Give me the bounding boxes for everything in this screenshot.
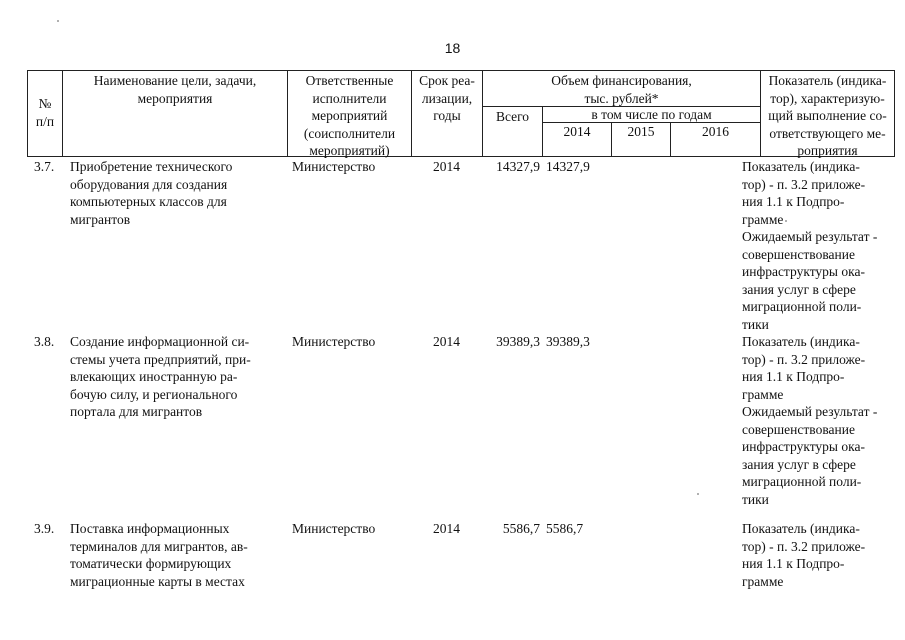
header-no: № п/п bbox=[35, 96, 55, 129]
header-responsible: Ответственные исполнители мероприятий (соисполнители мероприятий) bbox=[303, 73, 396, 158]
row-3-8-name: Создание информационной си- стемы учета предприятий, при- влекающих иностранную ра- бочую силу, и регионального портала для мигрантов bbox=[70, 334, 251, 419]
scan-speck bbox=[785, 220, 787, 222]
header-by-year: в том числе по годам bbox=[591, 107, 712, 122]
row-3-8-no: 3.8. bbox=[34, 334, 55, 349]
row-3-7-total: 14327,9 bbox=[496, 159, 540, 174]
header-right-border bbox=[894, 70, 895, 157]
row-3-7-name: Приобретение технического оборудования для создания компьютерных классов для мигрантов bbox=[70, 159, 233, 227]
row-3-8-term: 2014 bbox=[433, 334, 460, 349]
row-3-9-2014: 5586,7 bbox=[546, 521, 584, 536]
header-name: Наименование цели, задачи, мероприятия bbox=[93, 73, 257, 106]
header-total: Всего bbox=[495, 109, 530, 124]
row-3-7-responsible: Министерство bbox=[292, 159, 376, 174]
row-3-9-name: Поставка информационных терминалов для мигрантов, ав- томатически формирующих миграционные карты в местах bbox=[70, 521, 248, 589]
header-year-2016: 2016 bbox=[702, 124, 729, 139]
scan-speck bbox=[57, 20, 59, 22]
row-3-9-no: 3.9. bbox=[34, 521, 55, 536]
page-number: 18 bbox=[444, 40, 461, 56]
scan-speck bbox=[697, 493, 699, 495]
row-3-9-responsible: Министерство bbox=[292, 521, 376, 536]
header-funding: Объем финансирования, тыс. рублей* bbox=[551, 73, 692, 106]
row-3-9-term: 2014 bbox=[433, 521, 460, 536]
row-3-9-indicator: Показатель (индика- тор) - п. 3.2 приложе- ния 1.1 к Подпро- грамме bbox=[742, 521, 866, 589]
table-header bbox=[27, 70, 895, 157]
row-3-8-indicator: Показатель (индика- тор) - п. 3.2 приложе- ния 1.1 к Подпро- грамме Ожидаемый результат - совершенствование инфраструктуры ока- зания услуг в сфере миграционной поли- тики bbox=[742, 334, 878, 507]
row-3-7-2014: 14327,9 bbox=[546, 159, 590, 174]
header-term: Срок реа- лизации, годы bbox=[419, 73, 475, 123]
row-3-8-2014: 39389,3 bbox=[546, 334, 590, 349]
row-3-8-total: 39389,3 bbox=[496, 334, 540, 349]
header-top-border bbox=[27, 70, 895, 71]
row-3-8-responsible: Министерство bbox=[292, 334, 376, 349]
row-3-7-no: 3.7. bbox=[34, 159, 55, 174]
header-year-2014: 2014 bbox=[563, 124, 591, 139]
row-3-7-indicator: Показатель (индика- тор) - п. 3.2 приложе- ния 1.1 к Подпро- грамме Ожидаемый результат - совершенствование инфраструктуры ока- зания услуг в сфере миграционной поли- тики bbox=[742, 159, 878, 332]
row-3-9-total: 5586,7 bbox=[502, 521, 540, 536]
header-year-2015: 2015 bbox=[627, 124, 655, 139]
row-3-7-term: 2014 bbox=[433, 159, 460, 174]
header-indicator: Показатель (индика- тор), характеризую- щий выполнение со- ответствующего ме- роприятия bbox=[768, 73, 887, 158]
